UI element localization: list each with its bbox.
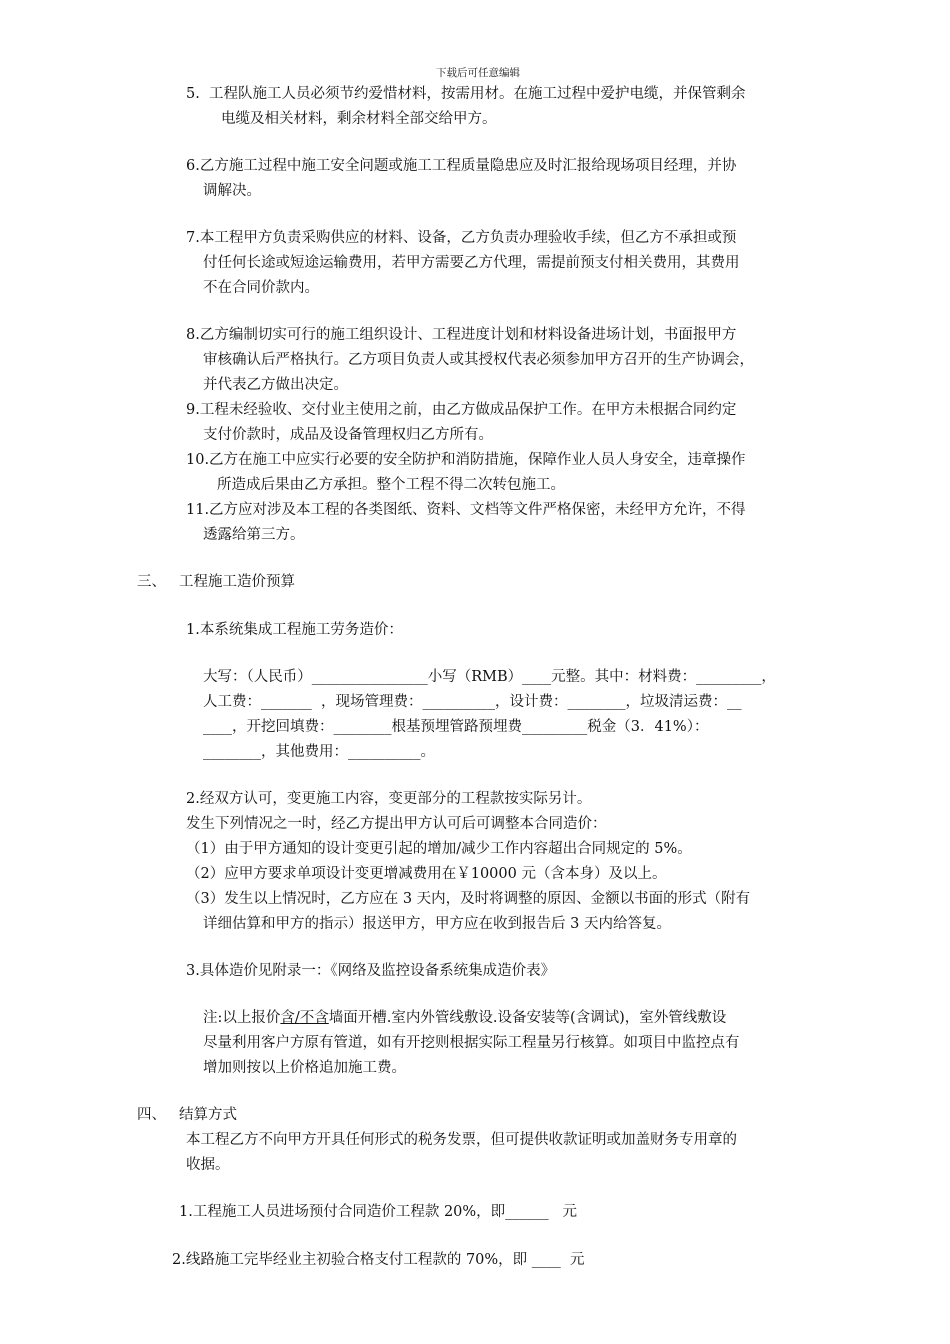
section-4-intro-line-1: 本工程乙方不向甲方开具任何形式的税务发票，但可提供收款证明或加盖财务专用章的: [186, 1132, 737, 1148]
payment-item-2: 2.线路施工完毕经业主初验合格支付工程款的 70%，即 ____ 元: [172, 1252, 585, 1268]
section-4-number: 四、: [137, 1107, 166, 1123]
condition-1: （1）由于甲方通知的设计变更引起的增加/减少工作内容超出合同规定的 5%。: [186, 841, 692, 857]
condition-2: （2）应甲方要求单项设计变更增减费用在￥10000 元（含本身）及以上。: [186, 866, 667, 882]
note-prefix: 注:以上报价: [203, 1010, 281, 1026]
note-rest: 墙面开槽.室内外管线敷设.设备安装等(含调试)，室外管线敷设: [328, 1010, 727, 1026]
header-note: 下载后可任意编辑: [436, 67, 520, 79]
item-6-line-2: 调解决。: [203, 183, 261, 199]
section-3-number: 三、: [137, 574, 166, 590]
item-6-line-1: 6.乙方施工过程中施工安全问题或施工工程质量隐患应及时汇报给现场项目经理，并协: [186, 158, 737, 174]
item-9-line-2: 支付价款时，成品及设备管理权归乙方所有。: [203, 427, 493, 443]
price-line-2: 人工费：_______ ，现场管理费：__________，设计费：________，垃圾清运费：__: [203, 694, 742, 710]
item-10-line-2: 所造成后果由乙方承担。整个工程不得二次转包施工。: [217, 477, 565, 493]
item-8-line-1: 8.乙方编制切实可行的施工组织设计、工程进度计划和材料设备进场计划，书面报甲方: [186, 327, 737, 343]
note-line-1: [203, 1008, 726, 1028]
price-line-3: ____，开挖回填费：________根基预埋管路预埋费_________税金（3．41%）：: [203, 719, 709, 735]
section-3-item-2: 2.经双方认可，变更施工内容，变更部分的工程款按实际另计。: [186, 791, 592, 807]
section-3-item-3: 3.具体造价见附录一：《网络及监控设备系统集成造价表》: [186, 963, 556, 979]
section-3-item-2-condition-intro: 发生下列情况之一时，经乙方提出甲方认可后可调整本合同造价：: [186, 816, 607, 832]
item-9-line-1: 9.工程未经验收、交付业主使用之前，由乙方做成品保护工作。在甲方未根据合同约定: [186, 402, 737, 418]
item-7-line-1: 7.本工程甲方负责采购供应的材料、设备，乙方负责办理验收手续，但乙方不承担或预: [186, 230, 737, 246]
item-7-line-2: 付任何长途或短途运输费用，若甲方需要乙方代理，需提前预支付相关费用，其费用: [203, 255, 740, 271]
condition-3-line-2: 详细估算和甲方的指示）报送甲方，甲方应在收到报告后 3 天内给答复。: [203, 916, 671, 932]
item-5-line-1: 5. 工程队施工人员必须节约爱惜材料，按需用材。在施工过程中爱护电缆，并保管剩余: [186, 86, 746, 102]
item-7-line-3: 不在合同价款内。: [203, 280, 319, 296]
item-10-line-1: 10.乙方在施工中应实行必要的安全防护和消防措施，保障作业人员人身安全，违章操作: [186, 452, 746, 468]
note-line-2: 尽量利用客户方原有管道，如有开挖则根据实际工程量另行核算。如项目中监控点有: [203, 1035, 740, 1051]
price-line-1: 大写：（人民币）________________小写（RMB）____元整。其中：材料费：_________，: [203, 669, 776, 685]
section-3-title: 工程施工造价预算: [179, 574, 295, 590]
price-line-4: ________，其他费用：__________。: [203, 744, 435, 760]
section-4-intro-line-2: 收据。: [186, 1157, 230, 1173]
condition-3-line-1: （3）发生以上情况时，乙方应在 3 天内，及时将调整的原因、金额以书面的形式（附有: [186, 891, 751, 907]
item-8-line-3: 并代表乙方做出决定。: [203, 377, 348, 393]
section-4-title: 结算方式: [179, 1107, 237, 1123]
item-8-line-2: 审核确认后严格执行。乙方项目负责人或其授权代表必须参加甲方召开的生产协调会，: [203, 352, 754, 368]
item-5-line-2: 电缆及相关材料，剩余材料全部交给甲方。: [221, 111, 497, 127]
note-slash: /: [294, 1010, 300, 1026]
section-3-item-1: 1.本系统集成工程施工劳务造价：: [186, 622, 403, 638]
payment-item-1: 1.工程施工人员进场预付合同造价工程款 20%，即______ 元: [179, 1204, 577, 1220]
note-option-exclude: 不含: [299, 1010, 329, 1026]
item-11-line-2: 透露给第三方。: [203, 527, 305, 543]
note-line-3: 增加则按以上价格追加施工费。: [203, 1060, 406, 1076]
item-11-line-1: 11.乙方应对涉及本工程的各类图纸、资料、文档等文件严格保密，未经甲方允许，不得: [186, 502, 746, 518]
note-option-include: 含: [280, 1010, 295, 1026]
